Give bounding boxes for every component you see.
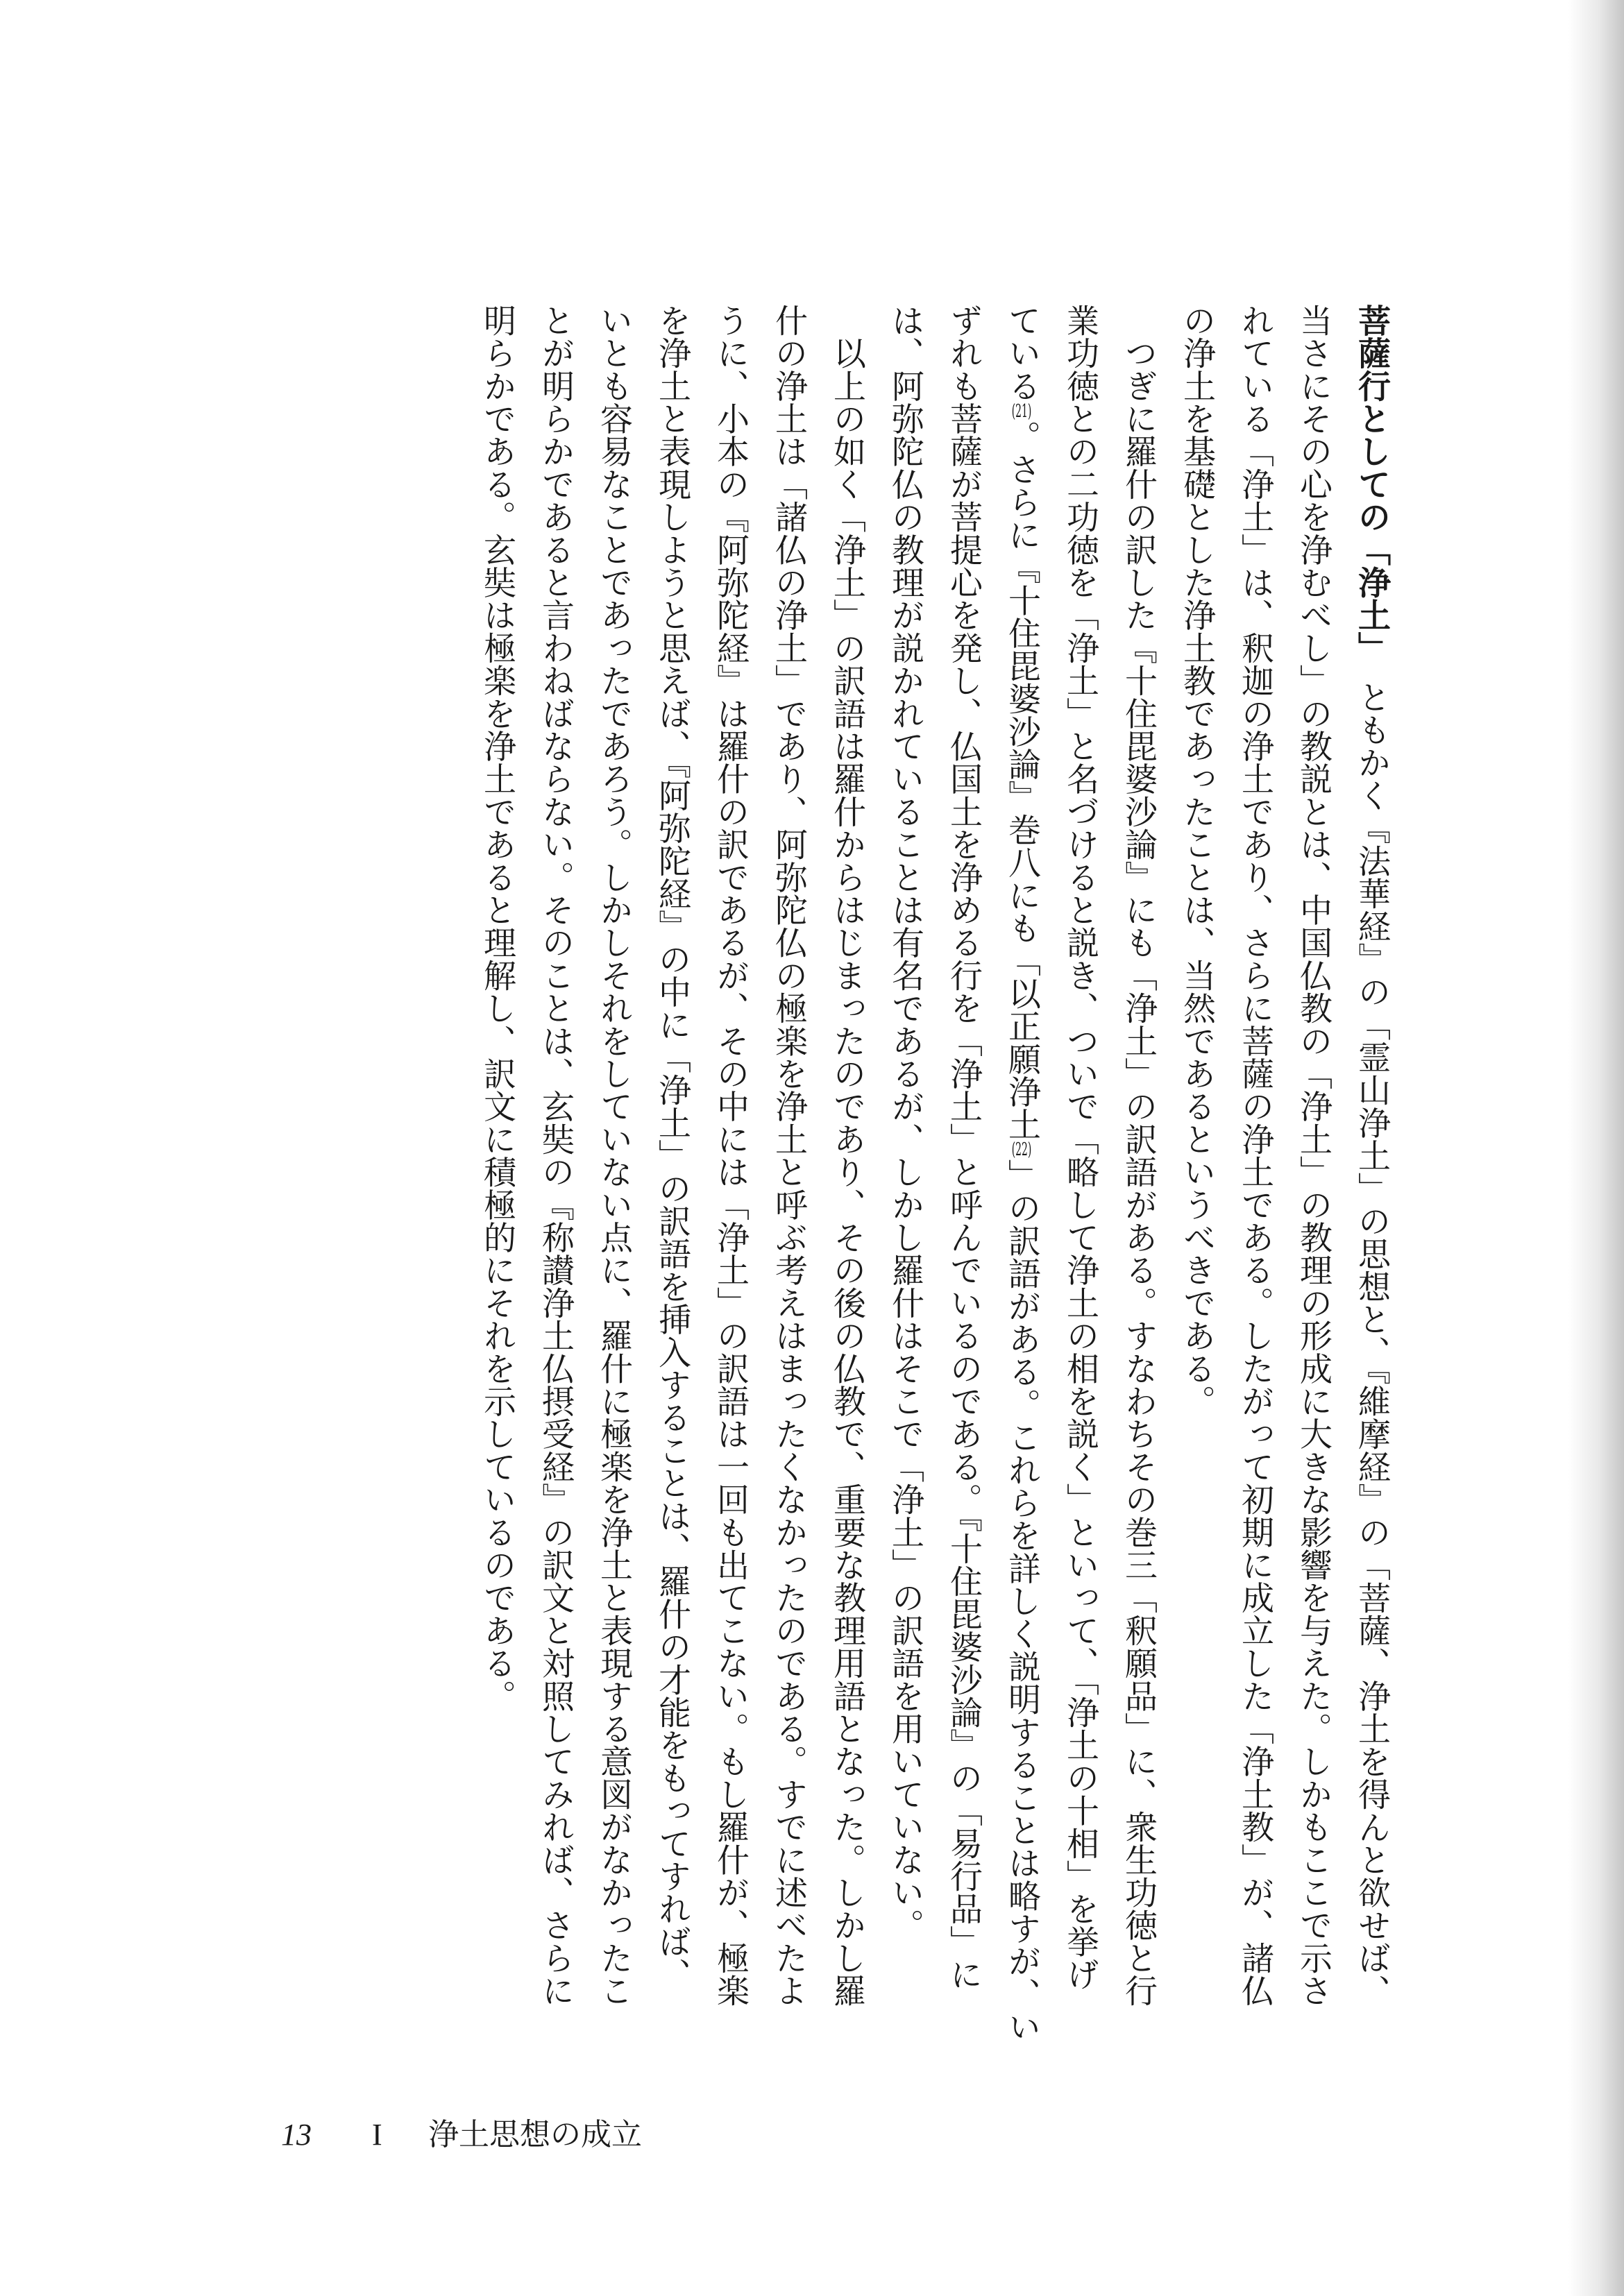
body-line-9: は、阿弥陀仏の教理が説かれていることは有名であるが、しかし羅什はそこで「浄土」の訳語を用いていない。 [886, 304, 924, 1941]
body-line-13: を浄土と表現しようと思えば、『阿弥陀経』の中に「浄土」の訳語を挿入することは、羅什の才能をもってすれば、 [653, 304, 691, 1991]
body-line-14: いとも容易なことであったであろう。しかしそれをしていない点に、羅什に極楽を浄土と表現する意図がなかったこ [595, 304, 633, 2007]
note-ref-22: (22) [1011, 1141, 1032, 1159]
body-line-4: の浄土を基礎とした浄土教であったことは、当然であるというべきである。 [1178, 304, 1216, 1418]
line-7-text: ている(21)。さらに『十住毘婆沙論』巻八にも「以正願浄土(22)」の訳語がある。これらを詳しく説明することは略すが、い [1003, 304, 1041, 2043]
body-line-2: 当さにその心を浄むべし」の教説とは、中国仏教の「浄土」の教理の形成に大きな影響を与えた。しかもここで示さ [1294, 304, 1333, 2007]
body-line-1: 菩薩行としての「浄土」 ともかく『法華経』の「霊山浄土」の思想と、『維摩経』の「菩薩、浄土を得んと欲せば、 [1342, 304, 1401, 1955]
body-line-10: 以上の如く「浄土」の訳語は羅什からはじまったのであり、その後の仏教で、重要な教理用語となった。しかし羅 [828, 337, 866, 2007]
body-line-6: 業功徳との二功徳を「浄土」と名づけると説き、ついで「略して浄土の相を説く」といって、「浄土の十相」を挙げ [1061, 304, 1099, 1991]
page-footer [281, 2109, 642, 2154]
body-line-15: とが明らかであると言わねばならない。そのことは、玄奘の『称讃浄土仏摂受経』の訳文と対照してみれば、さらに [536, 304, 575, 2007]
body-line-16: 明らかである。玄奘は極楽を浄土であると理解し、訳文に積極的にそれを示しているのである。 [478, 304, 516, 1712]
body-line-11: 什の浄土は「諸仏の浄土」であり、阿弥陀仏の極楽を浄土と呼ぶ考えはまったくなかったのである。すでに述べたよ [770, 304, 808, 2007]
note-ref-21: (21) [1011, 402, 1032, 420]
body-line-7 [992, 304, 1051, 2043]
body-line-8: ずれも菩薩が菩提心を発し、仏国土を浄める行を「浄土」と呼んでいるのである。『十住毘婆沙論』の「易行品」に [945, 304, 983, 1991]
body-line-3: れている「浄土」は、釈迦の浄土であり、さらに菩薩の浄土である。したがって初期に成立した「浄土教」が、諸仏 [1236, 304, 1274, 2007]
vertical-text-body [468, 304, 1401, 2043]
page-number: 13 [281, 2118, 312, 2152]
body-line-5: つぎに羅什の訳した『十住毘婆沙論』にも「浄土」の訳語がある。すなわちその巻三「釈願品」に、衆生功徳と行 [1119, 337, 1158, 2007]
scan-edge-shadow [1568, 0, 1624, 2296]
chapter-number: I [372, 2118, 382, 2152]
body-line-12: うに、小本の『阿弥陀経』は羅什の訳であるが、その中には「浄土」の訳語は一回も出てこない。もし羅什が、極楽 [711, 304, 750, 2007]
chapter-title: 浄土思想の成立 [428, 2117, 642, 2152]
section-heading: 菩薩行としての「浄土」 [1353, 304, 1391, 648]
